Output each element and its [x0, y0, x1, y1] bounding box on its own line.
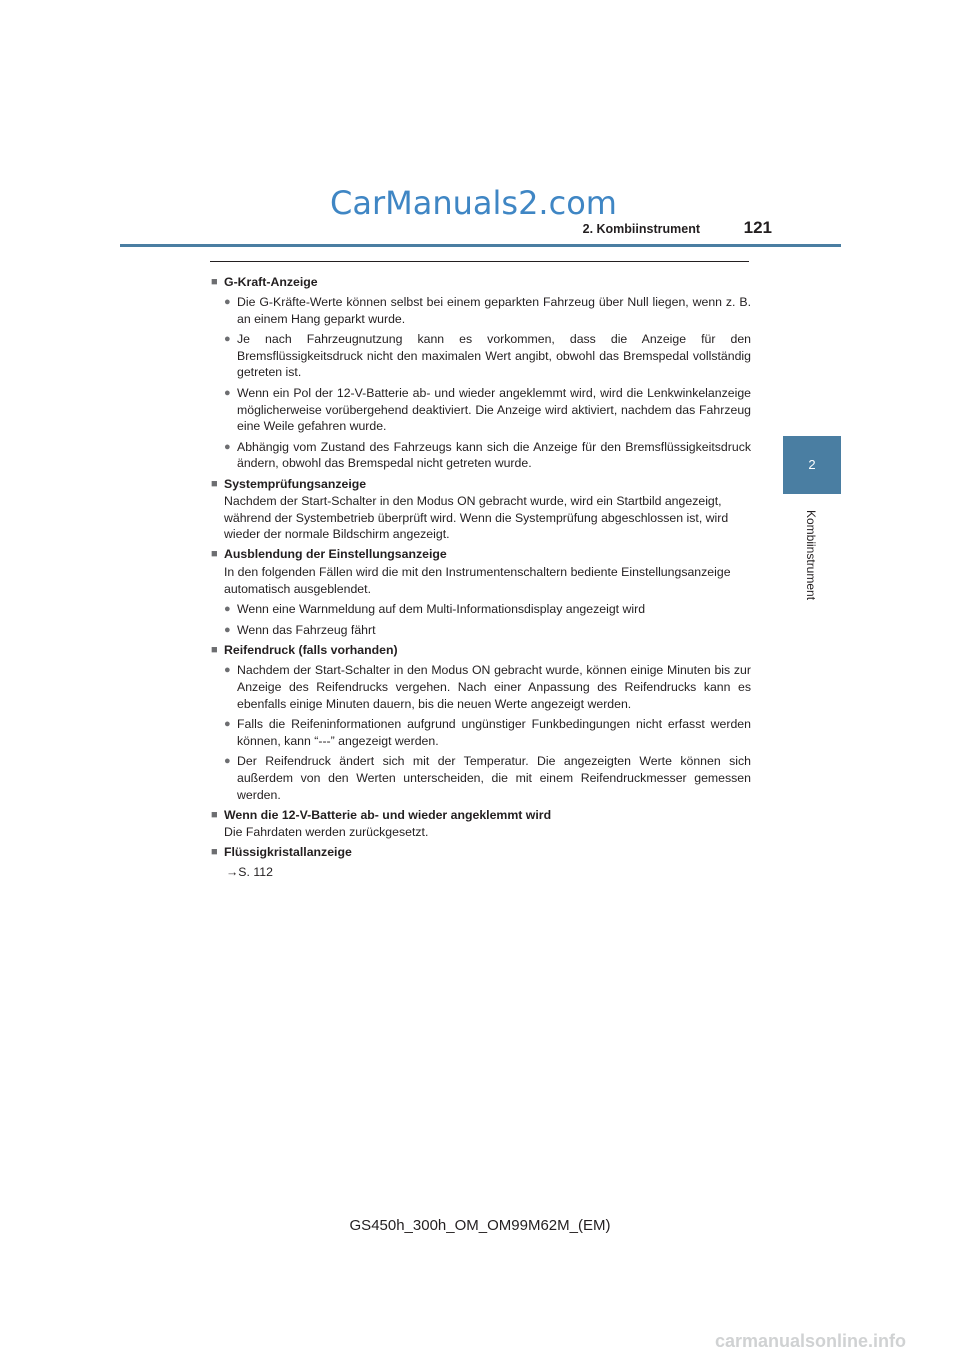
- square-bullet-icon: ■: [211, 275, 218, 288]
- list-item-text: Abhängig vom Zustand des Fahrzeugs kann sich die Anzeige für den Bremsflüssigkeitsdruck ändern, obwohl das Bremspedal nicht getreten wurde.: [237, 439, 751, 471]
- cross-reference-link[interactable]: [226, 864, 751, 881]
- circle-bullet-icon: ●: [224, 333, 231, 346]
- list-item-text: Die G-Kräfte-Werte können selbst bei einem geparkten Fahrzeug über Null liegen, wenn z. B. an einem Hang geparkt wurde.: [237, 295, 751, 326]
- cross-reference-text: S. 112: [238, 865, 273, 879]
- list-item-text: Wenn ein Pol der 12-V-Batterie ab- und wieder angeklemmt wird, wird die Lenkwinkelanzeige möglicherweise vorübergehend deaktiviert. Die Anzeige wird aktiviert, nachdem das Fahrzeug eine Weile gefahren wurde.: [237, 386, 751, 434]
- chapter-tab-label: [776, 510, 846, 610]
- circle-bullet-icon: ●: [224, 440, 231, 453]
- arrow-right-icon: →: [226, 865, 239, 879]
- footer-document-id: GS450h_300h_OM_OM99M62M_(EM): [349, 1217, 611, 1234]
- section-paragraph: Die Fahrdaten werden zurückgesetzt.: [224, 825, 429, 840]
- section-heading-text: Wenn die 12-V-Batterie ab- und wieder angeklemmt wird: [224, 807, 552, 822]
- list-item: [224, 622, 751, 639]
- list-item: [224, 294, 751, 327]
- list-item: [224, 331, 751, 381]
- chapter-tab[interactable]: 2: [783, 436, 841, 494]
- list-item: [224, 439, 751, 472]
- square-bullet-icon: ■: [211, 643, 218, 656]
- list-item: [224, 753, 751, 803]
- square-bullet-icon: ■: [211, 846, 218, 859]
- header-rule: [120, 244, 841, 247]
- section-heading-text: Reifendruck (falls vorhanden): [224, 642, 398, 657]
- circle-bullet-icon: ●: [224, 718, 231, 731]
- square-bullet-icon: ■: [211, 477, 218, 490]
- list-item-text: Nachdem der Start-Schalter in den Modus ON gebracht wurde, können einige Minuten bis zur Anzeige des Reifendrucks vergehen. Nach einer Anpassung des Reifendrucks kann es ebenfalls einige Minuten dauern, bis die neuen Werte angezeigt werden.: [237, 663, 751, 711]
- section-paragraph: In den folgenden Fällen wird die mit den Instrumentenschaltern bediente Einstellungsanzeige automatisch ausgeblendet.: [224, 565, 731, 596]
- section-heading: [211, 476, 751, 493]
- list-item-text: Der Reifendruck ändert sich mit der Temperatur. Die angezeigten Werte können sich außerdem von den Werten unterscheiden, die mit einem Reifendruckmesser gemessen werden.: [237, 754, 751, 802]
- watermark-bottom: carmanualsonline.info: [715, 1331, 907, 1351]
- section-heading-text: Systemprüfungsanzeige: [224, 476, 367, 491]
- circle-bullet-icon: ●: [224, 603, 231, 616]
- list-item: [224, 716, 751, 749]
- section-heading: [211, 546, 751, 563]
- list-item-text: Je nach Fahrzeugnutzung kann es vorkommen, dass die Anzeige für den Bremsflüssigkeitsdruck nicht den maximalen Wert angibt, obwohl das Bremspedal vollständig getreten ist.: [237, 332, 751, 380]
- square-bullet-icon: ■: [211, 548, 218, 561]
- section-heading: [211, 844, 751, 861]
- watermark-logo: CarManuals2.com: [330, 184, 617, 222]
- section-heading-text: Flüssigkristallanzeige: [224, 845, 352, 860]
- square-bullet-icon: ■: [211, 808, 218, 821]
- chapter-tab-label-text: Kombiinstrument: [804, 510, 818, 601]
- circle-bullet-icon: ●: [224, 755, 231, 768]
- list-item-text: Falls die Reifeninformationen aufgrund ungünstiger Funkbedingungen nicht erfasst werden können, kann “---” angezeigt werden.: [237, 717, 751, 748]
- content: [211, 270, 751, 881]
- header-section-title: 2. Kombiinstrument: [582, 222, 700, 236]
- content-top-rule: [210, 261, 749, 262]
- section-heading: [211, 642, 751, 659]
- list-item: [224, 662, 751, 712]
- section-heading: [211, 807, 751, 824]
- section-heading: [211, 274, 751, 291]
- circle-bullet-icon: ●: [224, 664, 231, 677]
- list-item-text: Wenn eine Warnmeldung auf dem Multi-Informationsdisplay angezeigt wird: [237, 602, 646, 617]
- list-item-text: Wenn das Fahrzeug fährt: [237, 622, 376, 637]
- section-heading-text: Ausblendung der Einstellungsanzeige: [224, 547, 447, 562]
- section-heading-text: G-Kraft-Anzeige: [224, 274, 318, 289]
- circle-bullet-icon: ●: [224, 623, 231, 636]
- page-number: 121: [743, 218, 772, 237]
- circle-bullet-icon: ●: [224, 296, 231, 309]
- circle-bullet-icon: ●: [224, 387, 231, 400]
- list-item: [224, 385, 751, 435]
- section-paragraph: Nachdem der Start-Schalter in den Modus ON gebracht wurde, wird ein Startbild angezeigt, während der Systembetrieb überprüft wird. Wenn die Systemprüfung abgeschlossen ist, wird wieder der normale Bildschirm angezeigt.: [224, 494, 729, 542]
- list-item: [224, 601, 751, 618]
